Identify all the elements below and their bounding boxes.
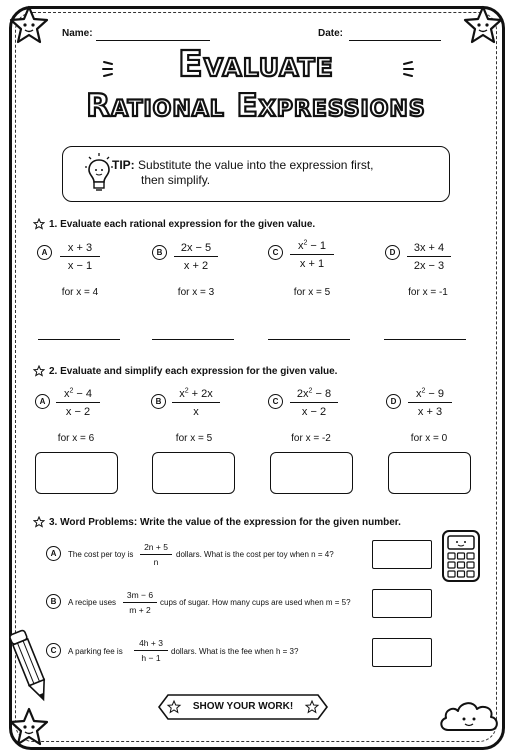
denominator: x + 3 <box>417 406 443 418</box>
numerator <box>290 388 338 403</box>
given-value: for x = -1 <box>408 287 448 298</box>
numerator-rest: − 8 <box>312 388 332 400</box>
numerator-rest: − 1 <box>307 240 327 252</box>
exponent: 2 <box>308 387 313 395</box>
word-problem-text: A recipe uses <box>68 598 117 607</box>
answer-box[interactable] <box>372 638 432 667</box>
numerator-rest: + 2x <box>188 388 213 400</box>
numerator <box>172 388 220 403</box>
badge: A <box>37 245 52 260</box>
show-work-text: SHOW YOUR WORK! <box>192 701 294 712</box>
name-field[interactable] <box>96 40 210 41</box>
numerator-base: 2x <box>296 388 309 400</box>
star-bullet-icon <box>33 365 45 377</box>
fraction <box>290 388 338 418</box>
denominator: m + 2 <box>129 605 151 615</box>
numerator: x + 3 <box>60 242 100 257</box>
badge: D <box>386 394 401 409</box>
answer-box[interactable] <box>152 452 235 494</box>
numerator-base: x <box>297 240 304 252</box>
tip-line-1: Substitute the value into the expression first, <box>138 158 374 172</box>
numerator <box>290 240 334 255</box>
word-problem-text: The cost per toy is <box>68 550 134 559</box>
answer-line[interactable] <box>38 339 120 340</box>
cloud-face-icon <box>436 690 502 740</box>
star-face-icon <box>462 4 504 46</box>
answer-box[interactable] <box>372 589 432 618</box>
fraction <box>134 638 168 663</box>
numerator <box>408 388 452 403</box>
fraction <box>56 388 100 418</box>
answer-line[interactable] <box>152 339 234 340</box>
calculator-icon <box>440 528 482 584</box>
numerator: 2x − 5 <box>174 242 218 257</box>
exponent: 2 <box>421 387 426 395</box>
numerator: 3x + 4 <box>407 242 451 257</box>
numerator-base: x <box>179 388 185 400</box>
badge: A <box>35 394 50 409</box>
fraction <box>172 388 220 418</box>
date-field[interactable] <box>349 40 441 41</box>
answer-box[interactable] <box>35 452 118 494</box>
name-label: Name: <box>62 28 93 39</box>
star-face-icon <box>8 4 50 46</box>
word-problem-text: dollars. What is the cost per toy when n = 4? <box>176 550 334 559</box>
badge: C <box>268 245 283 260</box>
badge: D <box>385 245 400 260</box>
badge: C <box>46 643 61 658</box>
answer-line[interactable] <box>384 339 466 340</box>
badge: A <box>46 546 61 561</box>
fraction <box>408 388 452 418</box>
title-line-2: Rational Expressions <box>86 88 426 124</box>
badge: C <box>268 394 283 409</box>
exponent: 2 <box>303 239 308 247</box>
badge: B <box>46 594 61 609</box>
answer-box[interactable] <box>270 452 353 494</box>
section-1-heading: 1. Evaluate each rational expression for the given value. <box>49 219 316 230</box>
tip-label: TIP: <box>112 158 135 172</box>
title-line-1: Evaluate <box>178 44 334 85</box>
tip-text <box>112 158 442 188</box>
denominator: n <box>153 557 159 567</box>
numerator-base: x <box>63 388 70 400</box>
date-label: Date: <box>318 28 344 39</box>
fraction <box>174 242 218 272</box>
word-problem-text: dollars. What is the fee when h = 3? <box>171 647 299 656</box>
answer-box[interactable] <box>372 540 432 569</box>
star-bullet-icon <box>33 516 45 528</box>
denominator: x − 1 <box>67 260 93 272</box>
given-value: for x = 4 <box>61 287 99 298</box>
numerator: 4h + 3 <box>134 638 168 651</box>
pencil-icon <box>10 626 50 706</box>
fraction <box>140 542 172 567</box>
given-value: for x = 3 <box>177 287 215 298</box>
badge: B <box>151 394 166 409</box>
exponent: 2 <box>69 387 74 395</box>
exponent: 2 <box>184 387 189 395</box>
given-value: for x = -2 <box>291 433 331 444</box>
numerator-rest: − 4 <box>73 388 93 400</box>
badge: B <box>152 245 167 260</box>
denominator: x − 2 <box>301 406 327 418</box>
word-problem-text: A parking fee is <box>68 647 123 656</box>
given-value: for x = 0 <box>410 433 448 444</box>
sparkle-right-icon <box>392 56 416 80</box>
sparkle-left-icon <box>100 56 124 80</box>
answer-line[interactable] <box>268 339 350 340</box>
denominator: x + 2 <box>183 260 209 272</box>
denominator: 2x − 3 <box>413 260 445 272</box>
section-2-heading: 2. Evaluate and simplify each expression for the given value. <box>49 366 338 377</box>
numerator-base: x <box>415 388 422 400</box>
section-3-heading: 3. Word Problems: Write the value of the expression for the given number. <box>49 517 401 528</box>
given-value: for x = 5 <box>175 433 213 444</box>
lightbulb-icon <box>84 152 114 194</box>
numerator: 2n + 5 <box>140 542 172 555</box>
tip-line-2: then simplify. <box>141 173 211 187</box>
fraction <box>407 242 451 272</box>
denominator: x + 1 <box>299 258 325 270</box>
numerator: 3m − 6 <box>123 590 157 603</box>
word-problem-text: cups of sugar. How many cups are used when m = 5? <box>160 598 351 607</box>
denominator: x − 2 <box>65 406 91 418</box>
denominator: x <box>193 406 199 418</box>
denominator: h − 1 <box>141 653 161 663</box>
fraction <box>60 242 100 272</box>
given-value: for x = 6 <box>57 433 95 444</box>
answer-box[interactable] <box>388 452 471 494</box>
star-bullet-icon <box>33 218 45 230</box>
numerator <box>56 388 100 403</box>
numerator-rest: − 9 <box>425 388 445 400</box>
given-value: for x = 5 <box>293 287 331 298</box>
fraction <box>123 590 157 615</box>
star-face-icon <box>8 706 50 748</box>
fraction <box>290 240 334 270</box>
